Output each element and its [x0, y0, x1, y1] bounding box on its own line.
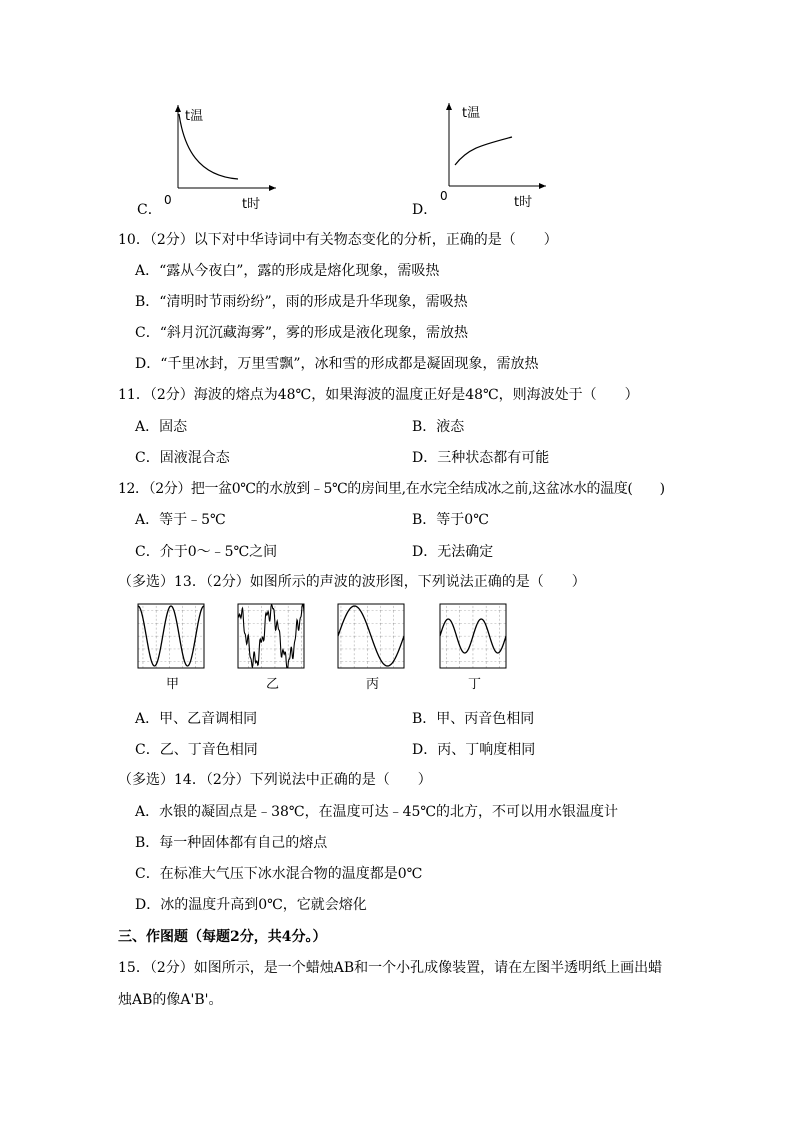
- q13-option-d: D．丙、丁响度相同: [412, 742, 536, 758]
- graph-d-curve: [455, 137, 512, 165]
- q10-option-c: C．“斜月沉沉藏海雾”，雾的形成是液化现象，需放热: [135, 325, 469, 341]
- waveform-ding: [440, 604, 506, 668]
- q14-stem: （多选）14．（2分）下列说法中正确的是（ ）: [118, 772, 432, 788]
- q12-option-b: B．等于0℃: [412, 512, 489, 528]
- q10-option-a: A．“露从今夜白”，露的形成是熔化现象，需吸热: [135, 263, 440, 279]
- q11-option-c: C．固液混合态: [135, 450, 230, 466]
- q10-option-b: B．“清明时节雨纷纷”，雨的形成是升华现象，需吸热: [135, 294, 468, 310]
- graph-c-origin: 0: [164, 193, 172, 207]
- q15-line1: 15．（2分）如图所示，是一个蜡烛AB和一个小孔成像装置，请在左图半透明纸上画出蜡: [118, 960, 663, 976]
- q12-stem: 12．（2分）把一盆0℃的水放到﹣5℃的房间里,在水完全结成冰之前,这盆冰水的温度( ): [118, 481, 665, 497]
- q11-option-d: D．三种状态都有可能: [412, 450, 550, 466]
- waveform-figures: [130, 598, 520, 698]
- q13-option-a: A．甲、乙音调相同: [135, 711, 258, 727]
- waveform-bing: [338, 604, 404, 668]
- q14-option-a: A．水银的凝固点是﹣38℃，在温度可达﹣45℃的北方，不可以用水银温度计: [135, 804, 619, 820]
- q11-option-a: A．固态: [135, 419, 188, 435]
- waveform-yi: [238, 604, 304, 668]
- q12-option-d: D．无法确定: [412, 544, 494, 560]
- q13-option-b: B．甲、丙音色相同: [412, 711, 535, 727]
- waveform-jia: [138, 604, 204, 668]
- waveform-label-jia: 甲: [166, 677, 180, 692]
- q13-option-c: C．乙、丁音色相同: [135, 742, 258, 758]
- waveform-label-ding: 丁: [468, 677, 482, 692]
- q12-option-c: C．介于0～﹣5℃之间: [135, 544, 278, 560]
- waveform-label-bing: 丙: [366, 677, 380, 692]
- waveform-label-yi: 乙: [266, 677, 280, 692]
- q14-option-b: B．每一种固体都有自己的熔点: [135, 835, 328, 851]
- q10-stem: 10．（2分）以下对中华诗词中有关物态变化的分析，正确的是（ ）: [118, 232, 558, 248]
- q13-stem: （多选）13．（2分）如图所示的声波的波形图，下列说法正确的是（ ）: [118, 574, 586, 590]
- section-heading: 三、作图题（每题2分，共4分。）: [118, 929, 327, 945]
- q10-option-d: D．“千里冰封，万里雪飘”，冰和雪的形成都是凝固现象，需放热: [135, 356, 539, 372]
- graph-c-option-label: C．: [137, 202, 162, 218]
- q11-stem: 11．（2分）海波的熔点为48℃，如果海波的温度正好是48℃，则海波处于（ ）: [118, 387, 639, 403]
- q15-line2: 烛AB的像A'B'。: [118, 992, 223, 1008]
- q14-option-c: C．在标准大气压下冰水混合物的温度都是0℃: [135, 866, 423, 882]
- graph-d-origin: 0: [440, 189, 448, 203]
- q14-option-d: D．冰的温度升高到0℃，它就会熔化: [135, 897, 367, 913]
- graph-d-option-label: D．: [412, 202, 438, 218]
- graph-d-y-label: t温: [462, 106, 481, 121]
- graph-c-x-label: t时: [242, 197, 261, 212]
- q11-option-b: B．液态: [412, 419, 465, 435]
- graph-d-x-label: t时: [514, 195, 533, 210]
- q12-option-a: A．等于﹣5℃: [135, 512, 226, 528]
- graph-c-y-label: t温: [185, 109, 204, 124]
